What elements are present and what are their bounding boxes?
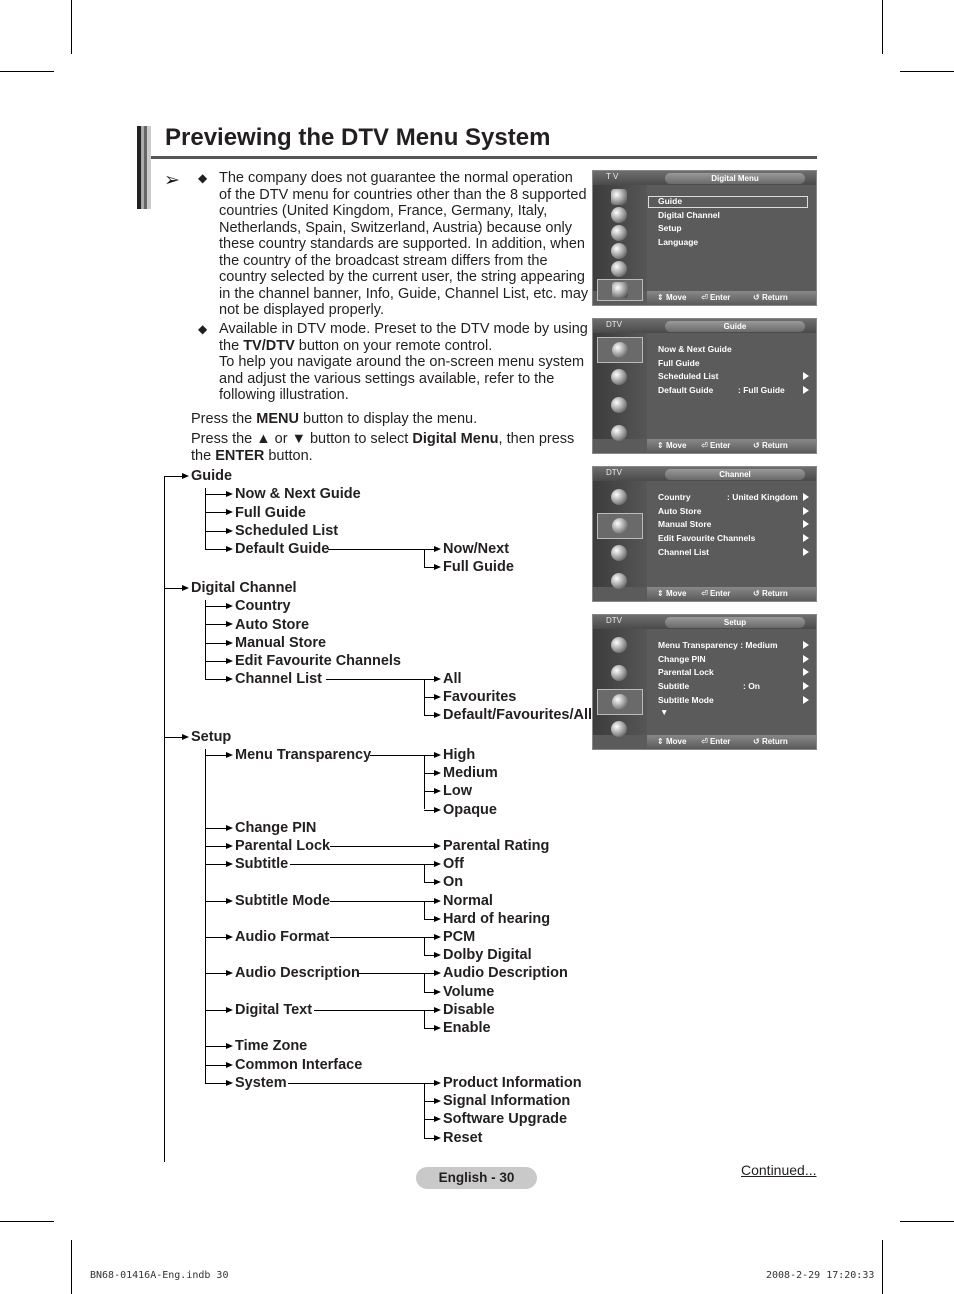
tree-option: Default/Favourites/All — [443, 707, 593, 723]
arrow-icon — [182, 734, 189, 740]
tree-option: Now/Next — [443, 541, 510, 557]
setup-icon — [597, 543, 643, 565]
arrow-icon — [434, 694, 441, 700]
menu-item[interactable]: Default Guide — [658, 385, 714, 395]
submenu-arrow-icon — [803, 507, 809, 515]
arrow-icon — [226, 528, 233, 534]
menu-item[interactable]: Auto Store — [658, 506, 702, 516]
submenu-arrow-icon — [803, 534, 809, 542]
arrow-icon — [434, 952, 441, 958]
tree-option: Product Information — [443, 1075, 582, 1091]
arrow-icon — [434, 1116, 441, 1122]
menu-item[interactable]: Full Guide — [658, 358, 700, 368]
menu-item[interactable]: Subtitle Mode — [658, 695, 714, 705]
arrow-icon — [434, 989, 441, 995]
tree-item: Parental Lock — [235, 838, 331, 854]
tree-option: Parental Rating — [443, 838, 550, 854]
screen-digital-menu: T V Digital Menu Guide Digital Channel Setup Language ⇕ Move ⏎ Enter ↺ Return — [592, 170, 817, 306]
tree-branch — [205, 488, 206, 549]
submenu-arrow-icon — [803, 493, 809, 501]
tree-option: PCM — [443, 929, 476, 945]
tree-branch — [205, 600, 206, 680]
submenu-arrow-icon — [803, 386, 809, 394]
tree-setup: Setup — [191, 729, 232, 745]
arrow-icon — [434, 770, 441, 776]
submenu-arrow-icon — [803, 548, 809, 556]
arrow-icon — [434, 1080, 441, 1086]
arrow-icon — [434, 843, 441, 849]
bullet-icon: ◆ — [198, 171, 208, 185]
tree-item: Subtitle Mode — [235, 893, 331, 909]
arrow-icon — [226, 1062, 233, 1068]
tree-option: Signal Information — [443, 1093, 571, 1109]
crop-mark — [900, 1221, 954, 1222]
arrow-icon — [434, 788, 441, 794]
menu-item[interactable]: Change PIN — [658, 654, 706, 664]
tree-item: Subtitle — [235, 856, 289, 872]
tree-option: Medium — [443, 765, 498, 781]
menu-item[interactable]: Country — [658, 492, 691, 502]
tree-branch — [205, 749, 206, 1083]
tree-option: Full Guide — [443, 559, 514, 575]
menu-item[interactable]: Setup — [658, 223, 682, 233]
language-icon — [597, 571, 643, 593]
arrow-icon — [226, 898, 233, 904]
tree-option: Favourites — [443, 689, 517, 705]
page-title: Previewing the DTV Menu System — [165, 124, 551, 151]
arrow-icon — [226, 603, 233, 609]
tree-option: Off — [443, 856, 464, 872]
menu-item[interactable]: Parental Lock — [658, 667, 714, 677]
channel-icon — [597, 663, 643, 685]
menu-item[interactable]: Channel List — [658, 547, 710, 557]
tree-item: Time Zone — [235, 1038, 308, 1054]
tree-branch — [424, 549, 425, 567]
arrow-icon — [226, 843, 233, 849]
move-hint: ⇕ Move — [657, 737, 687, 746]
submenu-arrow-icon — [803, 682, 809, 690]
note-bullet-1: The company does not guarantee the normal operation of the DTV menu for countries other than the 8 supported countries (United Kingdom, France, Germany, Italy, Netherlands, Spain, Switzerland, Austria) because only these country standards are supported. In addition, when the country of the broadcast stream differs from the country selected by the current user, the string appearing in the channel banner, Info, Guide, Channel List, etc. may not be displayed properly. — [219, 170, 589, 318]
tree-item: Auto Store — [235, 617, 310, 633]
tree-item: Scheduled List — [235, 523, 339, 539]
arrow-icon — [226, 509, 233, 515]
crop-mark — [71, 1240, 72, 1294]
menu-value: : Full Guide — [738, 385, 785, 395]
tree-option: Enable — [443, 1020, 491, 1036]
tree-branch — [424, 864, 425, 882]
tree-item: System — [235, 1075, 287, 1091]
crop-mark — [0, 1221, 54, 1222]
submenu-arrow-icon — [803, 655, 809, 663]
tree-option: All — [443, 671, 462, 687]
arrow-icon — [434, 898, 441, 904]
return-hint: ↺ Return — [753, 737, 788, 746]
arrow-icon — [434, 1025, 441, 1031]
tree-item: Common Interface — [235, 1057, 363, 1073]
enter-hint: ⏎ Enter — [701, 737, 731, 746]
submenu-arrow-icon — [803, 668, 809, 676]
arrow-icon — [434, 807, 441, 813]
tree-item: Menu Transparency — [235, 747, 372, 763]
tree-branch — [424, 755, 425, 809]
tree-branch — [424, 937, 425, 955]
enter-hint: ⏎ Enter — [701, 441, 731, 450]
crop-mark — [71, 0, 72, 54]
arrow-icon — [226, 676, 233, 682]
setup-icon — [597, 689, 643, 715]
menu-item[interactable]: Now & Next Guide — [658, 344, 732, 354]
note-symbol: ➢ — [164, 170, 180, 191]
scroll-down-icon[interactable]: ▼ — [660, 707, 669, 717]
tree-item: Edit Favourite Channels — [235, 653, 401, 669]
tree-option: Normal — [443, 893, 493, 909]
tree-option: Audio Description — [443, 965, 568, 981]
arrow-icon — [226, 825, 233, 831]
tree-option: High — [443, 747, 476, 763]
arrow-icon — [434, 676, 441, 682]
arrow-icon — [434, 1098, 441, 1104]
title-accent-bar — [137, 126, 151, 209]
tree-item: Change PIN — [235, 820, 317, 836]
tree-item: Channel List — [235, 671, 323, 687]
tree-branch — [424, 901, 425, 919]
submenu-arrow-icon — [803, 641, 809, 649]
arrow-icon — [434, 970, 441, 976]
screen-channel: DTV Channel Country : United Kingdom Auto Store Manual Store Edit Favourite Channels Channel List ⇕ Move ⏎ Enter ↺ Return — [592, 466, 817, 602]
menu-item[interactable]: Digital Channel — [658, 210, 720, 220]
guide-icon — [597, 337, 643, 363]
tree-option: On — [443, 874, 464, 890]
tree-item: Digital Text — [235, 1002, 313, 1018]
crop-mark — [882, 0, 883, 54]
tree-branch — [424, 973, 425, 992]
menu-item[interactable]: Subtitle — [658, 681, 690, 691]
tree-option: Reset — [443, 1130, 483, 1146]
tree-guide: Guide — [191, 468, 233, 484]
instruction-1: Press the MENU button to display the menu. — [191, 411, 478, 427]
arrow-icon — [434, 752, 441, 758]
crop-mark — [0, 71, 54, 72]
menu-item[interactable]: Language — [658, 237, 699, 247]
guide-icon — [597, 633, 643, 659]
bullet-icon: ◆ — [198, 322, 208, 336]
menu-item[interactable]: Menu Transparency : Medium — [658, 640, 778, 650]
arrow-icon — [434, 1135, 441, 1141]
setup-icon — [597, 395, 643, 417]
tree-item: Manual Store — [235, 635, 327, 651]
arrow-icon — [226, 1080, 233, 1086]
arrow-icon — [182, 473, 189, 479]
arrow-icon — [226, 1043, 233, 1049]
input-icon — [597, 259, 643, 281]
arrow-icon — [226, 621, 233, 627]
tree-item: Full Guide — [235, 505, 306, 521]
arrow-icon — [226, 861, 233, 867]
title-rule — [151, 156, 817, 159]
tree-option: Low — [443, 783, 472, 799]
move-hint: ⇕ Move — [657, 589, 687, 598]
screen-setup: DTV Setup Menu Transparency : Medium Change PIN Parental Lock Subtitle : On Subtitle Mode ▼ ⇕ Move ⏎ Enter ↺ Return — [592, 614, 817, 750]
submenu-arrow-icon — [803, 520, 809, 528]
tree-branch — [424, 1010, 425, 1028]
menu-value: : United Kingdom — [727, 492, 798, 502]
arrow-icon — [226, 491, 233, 497]
arrow-icon — [226, 970, 233, 976]
arrow-icon — [434, 934, 441, 940]
tree-item: Now & Next Guide — [235, 486, 361, 502]
arrow-icon — [182, 585, 189, 591]
tree-trunk — [164, 476, 165, 1162]
print-file-info: BN68-01416A-Eng.indb 30 — [90, 1270, 229, 1281]
instruction-2: Press the ▲ or ▼ button to select Digital Menu, then press the ENTER button. — [191, 431, 575, 464]
return-hint: ↺ Return — [753, 293, 788, 302]
screen-guide: DTV Guide Now & Next Guide Full Guide Scheduled List Default Guide : Full Guide ⇕ Move ⏎ Enter ↺ Return — [592, 318, 817, 454]
arrow-icon — [226, 752, 233, 758]
arrow-icon — [434, 712, 441, 718]
arrow-icon — [226, 546, 233, 552]
arrow-icon — [434, 1007, 441, 1013]
return-hint: ↺ Return — [753, 441, 788, 450]
return-hint: ↺ Return — [753, 589, 788, 598]
tree-option: Volume — [443, 984, 495, 1000]
arrow-icon — [226, 934, 233, 940]
tree-option: Hard of hearing — [443, 911, 551, 927]
arrow-icon — [434, 879, 441, 885]
language-icon — [597, 719, 643, 741]
tree-item: Default Guide — [235, 541, 330, 557]
channel-icon — [597, 513, 643, 539]
tree-option: Opaque — [443, 802, 497, 818]
enter-hint: ⏎ Enter — [701, 293, 731, 302]
arrow-icon — [434, 916, 441, 922]
menu-item[interactable]: Edit Favourite Channels — [658, 533, 756, 543]
tree-item: Audio Format — [235, 929, 330, 945]
menu-item[interactable]: Guide — [658, 196, 683, 206]
move-hint: ⇕ Move — [657, 441, 687, 450]
arrow-icon — [226, 640, 233, 646]
enter-hint: ⏎ Enter — [701, 589, 731, 598]
arrow-icon — [434, 861, 441, 867]
menu-value: : On — [743, 681, 760, 691]
tree-item: Country — [235, 598, 291, 614]
arrow-icon — [434, 546, 441, 552]
move-hint: ⇕ Move — [657, 293, 687, 302]
print-date-info: 2008-2-29 17:20:33 — [766, 1270, 875, 1281]
digital-menu-icon — [597, 279, 643, 301]
tree-item: Audio Description — [235, 965, 360, 981]
submenu-arrow-icon — [803, 696, 809, 704]
note-bullet-2: Available in DTV mode. Preset to the DTV mode by using the TV/DTV button on your remote control. To help you navigate around the on-screen menu system and adjust the various settings available, refer to the following illustration. — [219, 321, 588, 403]
crop-mark — [900, 71, 954, 72]
submenu-arrow-icon — [803, 372, 809, 380]
tree-branch — [424, 1083, 425, 1138]
channel-icon — [597, 367, 643, 389]
tree-option: Dolby Digital — [443, 947, 532, 963]
arrow-icon — [226, 1007, 233, 1013]
arrow-icon — [434, 564, 441, 570]
continued-label: Continued... — [741, 1162, 817, 1178]
guide-icon — [597, 485, 643, 511]
menu-item[interactable]: Scheduled List — [658, 371, 719, 381]
language-icon — [597, 423, 643, 445]
arrow-icon — [226, 658, 233, 664]
page-number-badge: English - 30 — [416, 1167, 537, 1189]
tree-option: Software Upgrade — [443, 1111, 568, 1127]
crop-mark — [882, 1240, 883, 1294]
tree-digital-channel: Digital Channel — [191, 580, 297, 596]
menu-item[interactable]: Manual Store — [658, 519, 712, 529]
tree-option: Disable — [443, 1002, 495, 1018]
